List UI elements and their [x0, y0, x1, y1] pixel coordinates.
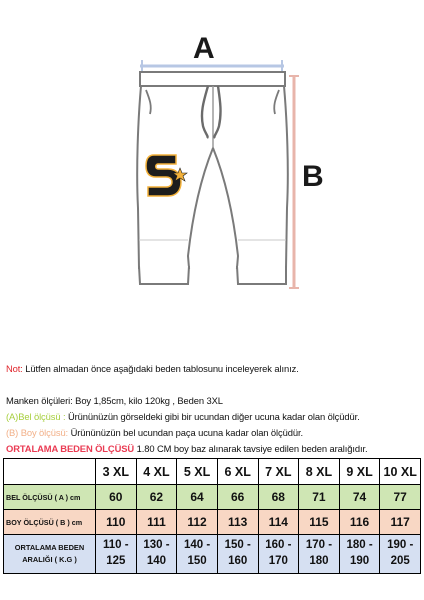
bel-row-label: BEL ÖLÇÜSÜ ( A ) cm	[4, 485, 96, 510]
boy-cell: 113	[217, 510, 258, 535]
average-weight-row	[4, 535, 421, 574]
boy-row-label: BOY ÖLÇÜSÜ ( B ) cm	[4, 510, 96, 535]
average-size-text: 1.80 CM boy baz alınarak tavsiye edilen beden aralığıdır.	[134, 443, 368, 454]
boy-cell: 115	[299, 510, 340, 535]
waistband	[140, 72, 285, 86]
bel-cell: 64	[177, 485, 218, 510]
size-header-cell: 3 XL	[96, 459, 137, 485]
bel-cell: 68	[258, 485, 299, 510]
boy-cell: 110	[96, 510, 137, 535]
average-weight-cell: 170 - 180	[299, 535, 340, 574]
size-header-cell: 8 XL	[299, 459, 340, 485]
size-header-cell: 7 XL	[258, 459, 299, 485]
bel-definition-line	[6, 411, 360, 422]
size-chart-table	[3, 458, 421, 574]
bel-cell: 71	[299, 485, 340, 510]
average-weight-cell: 160 - 170	[258, 535, 299, 574]
bel-definition-label: (A)Bel ölçüsü :	[6, 411, 66, 422]
bel-cell: 74	[339, 485, 380, 510]
header-corner	[4, 459, 96, 485]
dimension-label-b: B	[302, 160, 324, 193]
bel-cell: 62	[136, 485, 177, 510]
boy-row	[4, 510, 421, 535]
note-text: Lütfen almadan önce aşağıdaki beden tablosunu inceleyerek alınız.	[22, 363, 299, 374]
average-weight-cell: 140 - 150	[177, 535, 218, 574]
average-weight-label-line1: ORTALAMA BEDEN	[14, 543, 85, 553]
average-weight-cell: 190 - 205	[380, 535, 421, 574]
note-line	[6, 363, 299, 374]
bel-cell: 60	[96, 485, 137, 510]
average-weight-cell: 180 - 190	[339, 535, 380, 574]
size-header-cell: 10 XL	[380, 459, 421, 485]
dimension-label-a: A	[193, 32, 215, 65]
average-weight-cell: 110 - 125	[96, 535, 137, 574]
boy-cell: 111	[136, 510, 177, 535]
boy-definition-label: (B) Boy ölçüsü:	[6, 427, 69, 438]
boy-definition-text: Ürününüzün bel ucundan paça ucuna kadar olan ölçüdür.	[68, 427, 303, 438]
average-weight-cell: 130 - 140	[136, 535, 177, 574]
bel-cell: 66	[217, 485, 258, 510]
bel-definition-text: Ürününüzün görseldeki gibi bir ucundan diğer ucuna kadar olan ölçüdür.	[65, 411, 360, 422]
boy-definition-line	[6, 427, 303, 438]
boy-cell: 116	[339, 510, 380, 535]
left-ankle-cuff	[139, 266, 189, 284]
average-size-line	[6, 443, 368, 454]
average-size-label: ORTALAMA BEDEN ÖLÇÜSÜ	[6, 443, 135, 454]
boy-cell: 117	[380, 510, 421, 535]
average-weight-row-label	[4, 535, 96, 574]
bel-cell: 77	[380, 485, 421, 510]
size-header-row	[4, 459, 421, 485]
boy-cell: 112	[177, 510, 218, 535]
bel-row	[4, 485, 421, 510]
boy-cell: 114	[258, 510, 299, 535]
size-header-cell: 9 XL	[339, 459, 380, 485]
size-header-cell: 6 XL	[217, 459, 258, 485]
average-weight-label-line2: ARALIĞI ( K.G )	[22, 555, 77, 564]
note-label: Not:	[6, 363, 23, 374]
size-header-cell: 4 XL	[136, 459, 177, 485]
average-weight-cell: 150 - 160	[217, 535, 258, 574]
manken-line: Manken ölçüleri: Boy 1,85cm, kilo 120kg , Beden 3XL	[6, 395, 223, 406]
size-header-cell: 5 XL	[177, 459, 218, 485]
right-ankle-cuff	[237, 266, 286, 284]
